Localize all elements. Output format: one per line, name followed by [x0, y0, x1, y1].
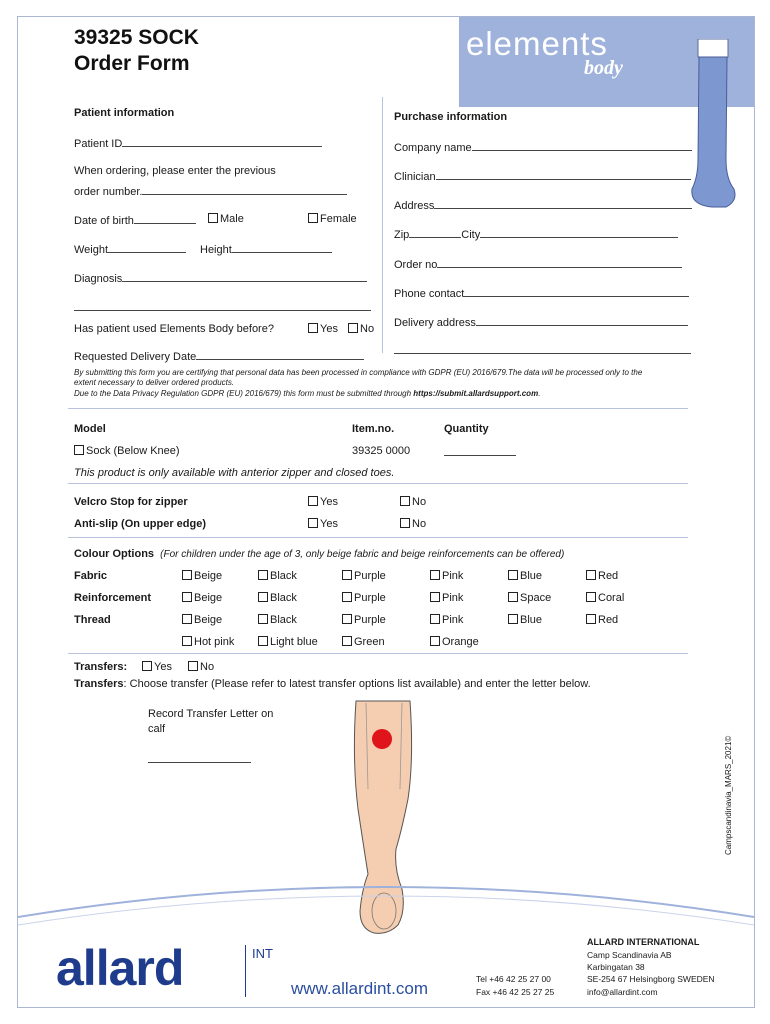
diagnosis-line-2[interactable] — [74, 300, 371, 314]
model-note: This product is only available with anterior zipper and closed toes. — [74, 467, 395, 479]
logo-divider — [245, 945, 246, 997]
submit-link[interactable]: https://submit.allardsupport.com — [413, 389, 539, 398]
thread-hot-pink[interactable]: Hot pink — [182, 636, 234, 648]
fabric-blue[interactable]: Blue — [508, 570, 542, 582]
privacy-line-2: extent necessary to deliver ordered products. — [74, 378, 235, 387]
patient-id-field[interactable]: Patient ID — [74, 136, 322, 150]
transfer-letter-field[interactable] — [148, 752, 251, 766]
male-checkbox[interactable]: Male — [208, 213, 244, 225]
brand-logo-sub: body — [584, 57, 623, 79]
brand-logo: elements — [466, 25, 608, 62]
ordering-note-1: When ordering, please enter the previous — [74, 165, 276, 177]
thread-green[interactable]: Green — [342, 636, 385, 648]
phone-field[interactable]: Phone contact — [394, 286, 689, 300]
height-field[interactable]: Height — [200, 242, 332, 256]
thread-beige[interactable]: Beige — [182, 614, 222, 626]
thread-purple[interactable]: Purple — [342, 614, 386, 626]
order-no-field[interactable]: Order no — [394, 257, 682, 271]
fabric-pink[interactable]: Pink — [430, 570, 463, 582]
delivery-address-field[interactable]: Delivery address — [394, 315, 688, 329]
page-title: 39325 SOCK — [74, 26, 199, 49]
thread-orange[interactable]: Orange — [430, 636, 479, 648]
footer-addr2: Karbingatan 38 — [587, 962, 645, 972]
reinforcement-label: Reinforcement — [74, 592, 152, 604]
website-link[interactable]: www.allardint.com — [291, 979, 428, 998]
record-transfer-label-2: calf — [148, 723, 166, 735]
reinf-beige[interactable]: Beige — [182, 592, 222, 604]
antislip-yes[interactable]: Yes — [308, 518, 338, 530]
transfers-no[interactable]: No — [188, 661, 214, 673]
sock-checkbox[interactable]: Sock (Below Knee) — [74, 445, 180, 457]
zip-field[interactable]: Zip City — [394, 227, 678, 241]
quantity-header: Quantity — [444, 423, 489, 435]
thread-label: Thread — [74, 614, 111, 626]
thread-black[interactable]: Black — [258, 614, 297, 626]
thread-blue[interactable]: Blue — [508, 614, 542, 626]
thread-light-blue[interactable]: Light blue — [258, 636, 318, 648]
footer-company: ALLARD INTERNATIONAL — [587, 937, 700, 947]
velcro-label: Velcro Stop for zipper — [74, 496, 188, 508]
divider — [68, 653, 688, 654]
colour-heading-row: Colour Options (For children under the age of 3, only beige fabric and beige reinforcements can be offered) — [74, 548, 565, 560]
transfer-marker — [372, 729, 392, 749]
transfers-row: Transfers: — [74, 661, 128, 673]
company-field[interactable]: Company name — [394, 140, 692, 154]
female-checkbox[interactable]: Female — [308, 213, 357, 225]
model-header: Model — [74, 423, 106, 435]
reinf-black[interactable]: Black — [258, 592, 297, 604]
privacy-line-1: By submitting this form you are certifying that personal data has been processed in compliance with GDPR (EU) 2016/679.The data will be processed only to the — [74, 368, 643, 377]
antislip-label: Anti-slip (On upper edge) — [74, 518, 206, 530]
item-number: 39325 0000 — [352, 445, 411, 457]
reinf-pink[interactable]: Pink — [430, 592, 463, 604]
dob-field[interactable]: Date of birth — [74, 213, 196, 227]
footer-addr3: SE-254 67 Helsingborg SWEDEN — [587, 974, 715, 984]
side-note: Campscandinavia_MARS_2021© — [724, 735, 733, 855]
column-divider — [382, 97, 383, 353]
transfers-instructions: Transfers: Choose transfer (Please refer to latest transfer options list available) and enter the letter below. — [74, 678, 591, 690]
thread-red[interactable]: Red — [586, 614, 618, 626]
velcro-yes[interactable]: Yes — [308, 496, 338, 508]
weight-field[interactable]: Weight — [74, 242, 186, 256]
footer-addr1: Camp Scandinavia AB — [587, 950, 672, 960]
reinf-purple[interactable]: Purple — [342, 592, 386, 604]
antislip-no[interactable]: No — [400, 518, 426, 530]
velcro-no[interactable]: No — [400, 496, 426, 508]
reinf-space[interactable]: Space — [508, 592, 551, 604]
address-field[interactable]: Address — [394, 198, 692, 212]
divider — [68, 537, 688, 538]
fabric-red[interactable]: Red — [586, 570, 618, 582]
stocking-illustration — [668, 39, 738, 209]
transfers-yes[interactable]: Yes — [142, 661, 172, 673]
footer-tel: Tel +46 42 25 27 00 — [476, 974, 551, 984]
quantity-field[interactable] — [444, 445, 516, 459]
footer-fax: Fax +46 42 25 27 25 — [476, 987, 555, 997]
reinf-coral[interactable]: Coral — [586, 592, 624, 604]
divider — [68, 408, 688, 409]
diagnosis-field[interactable]: Diagnosis — [74, 271, 367, 285]
purchase-heading: Purchase information — [394, 111, 508, 123]
fabric-beige[interactable]: Beige — [182, 570, 222, 582]
divider — [68, 483, 688, 484]
previous-order-field[interactable]: order number. — [74, 184, 347, 198]
privacy-line-3: Due to the Data Privacy Regulation GDPR (EU) 2016/679) this form must be submitted through https://submit.allardsupport.com. — [74, 389, 541, 398]
used-before-label: Has patient used Elements Body before? — [74, 323, 274, 335]
thread-pink[interactable]: Pink — [430, 614, 463, 626]
allard-logo: allard — [56, 940, 184, 996]
fabric-label: Fabric — [74, 570, 108, 582]
delivery-address-line-2[interactable] — [394, 343, 691, 357]
item-header: Item.no. — [352, 423, 395, 435]
page-subtitle: Order Form — [74, 52, 190, 75]
used-before-no[interactable]: No — [348, 323, 374, 335]
footer-email[interactable]: info@allardint.com — [587, 987, 658, 997]
delivery-date-field[interactable]: Requested Delivery Date — [74, 349, 364, 363]
patient-heading: Patient information — [74, 107, 175, 119]
order-form-page — [17, 16, 755, 1008]
record-transfer-label-1: Record Transfer Letter on — [148, 708, 274, 720]
allard-int-logo: INT — [252, 946, 273, 961]
clinician-field[interactable]: Clinician — [394, 169, 691, 183]
fabric-purple[interactable]: Purple — [342, 570, 386, 582]
used-before-yes[interactable]: Yes — [308, 323, 338, 335]
fabric-black[interactable]: Black — [258, 570, 297, 582]
